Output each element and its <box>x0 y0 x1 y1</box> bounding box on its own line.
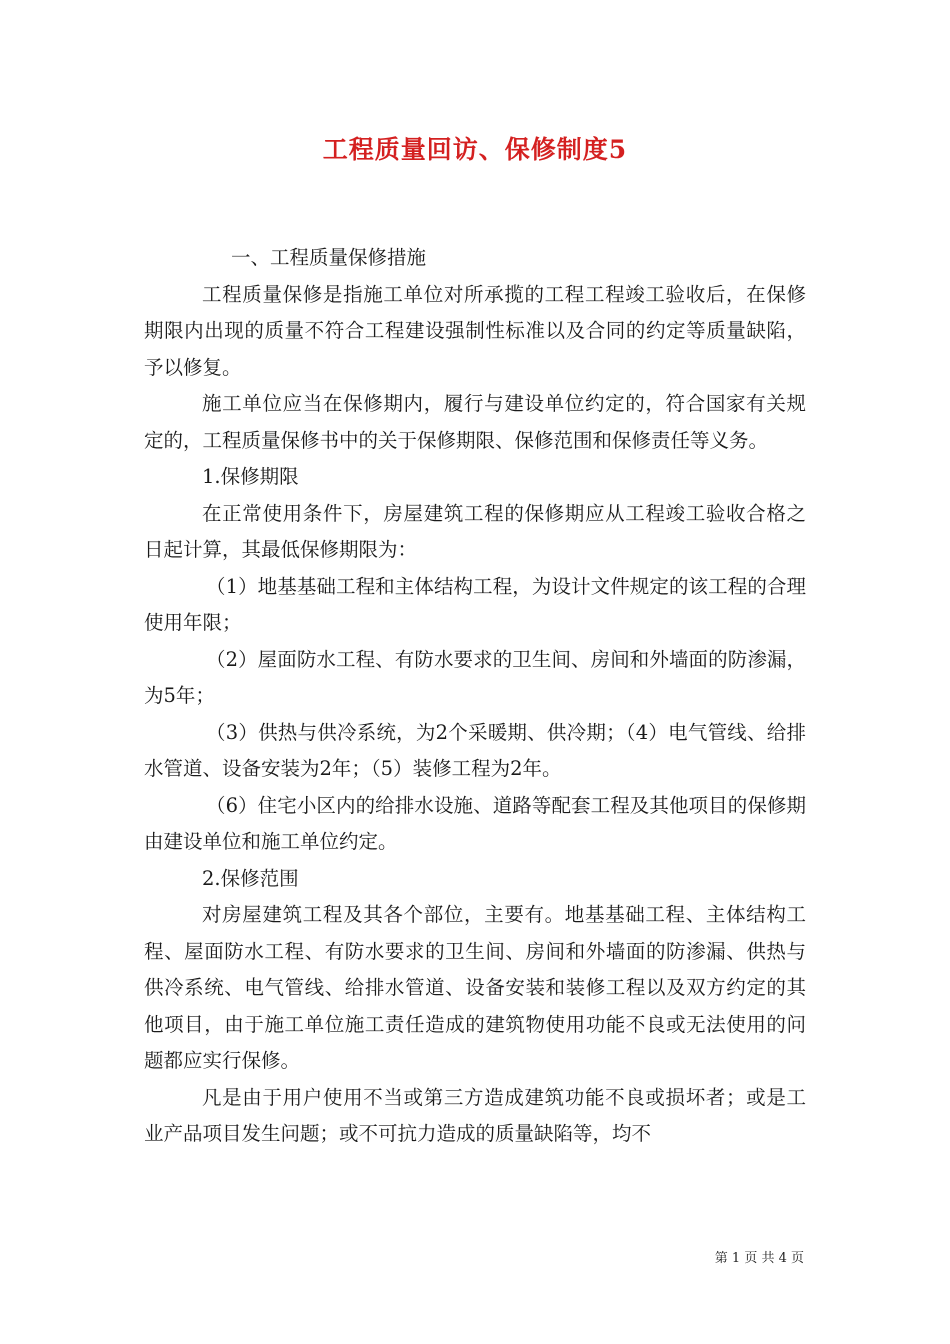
paragraph: 施工单位应当在保修期内，履行与建设单位约定的，符合国家有关规定的，工程质量保修书中的关于保修期限、保修范围和保修责任等义务。 <box>144 392 806 452</box>
paragraph: 对房屋建筑工程及其各个部位，主要有。地基基础工程、主体结构工程、屋面防水工程、有防水要求的卫生间、房间和外墙面的防渗漏、供热与供冷系统、电气管线、给排水管道、设备安装和装修工程以及双方约定的其他项目，由于施工单位施工责任造成的建筑物使用功能不良或无法使用的问题都应实行保修。 <box>144 903 806 1072</box>
page-number-footer: 第 1 页 共 4 页 <box>714 1251 804 1266</box>
paragraph: 工程质量保修是指施工单位对所承揽的工程工程竣工验收后，在保修期限内出现的质量不符合工程建设强制性标准以及合同的约定等质量缺陷，予以修复。 <box>144 282 806 379</box>
document-title: 工程质量回访、保修制度5 <box>322 135 628 164</box>
list-item: （2）屋面防水工程、有防水要求的卫生间、房间和外墙面的防渗漏，为5年； <box>144 647 806 707</box>
document-body <box>144 240 806 1153</box>
subsection-heading-warranty-scope: 2.保修范围 <box>202 866 299 890</box>
list-item: （6）住宅小区内的给排水设施、道路等配套工程及其他项目的保修期由建设单位和施工单位约定。 <box>144 793 806 853</box>
paragraph: 凡是由于用户使用不当或第三方造成建筑功能不良或损坏者；或是工业产品项目发生问题；或不可抗力造成的质量缺陷等，均不 <box>144 1085 806 1145</box>
section-heading-1: 一、工程质量保修措施 <box>231 246 427 269</box>
subsection-heading-warranty-period: 1.保修期限 <box>202 465 299 488</box>
list-item: （3）供热与供冷系统，为2个采暖期、供冷期；（4）电气管线、给排水管道、设备安装为2年；（5）装修工程为2年。 <box>144 720 806 780</box>
paragraph: 在正常使用条件下，房屋建筑工程的保修期应从工程竣工验收合格之日起计算，其最低保修期限为： <box>144 501 806 561</box>
list-item: （1）地基基础工程和主体结构工程，为设计文件规定的该工程的合理使用年限； <box>144 574 806 634</box>
